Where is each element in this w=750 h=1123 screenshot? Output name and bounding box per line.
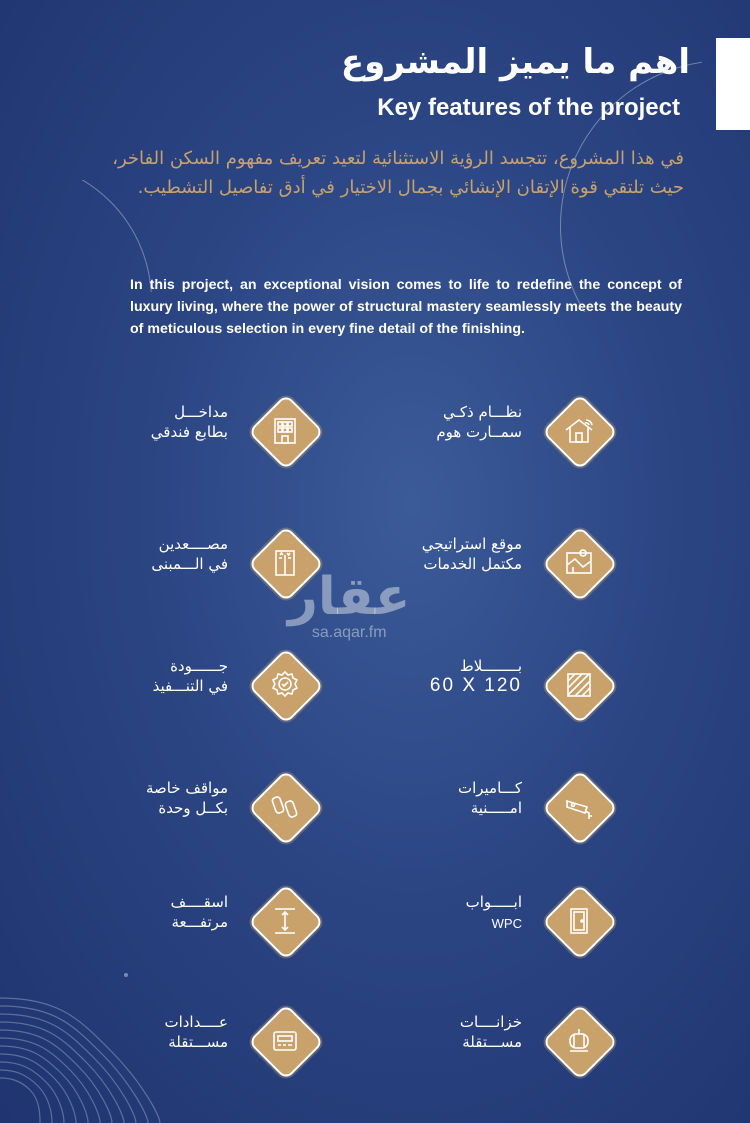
feature-text (171, 892, 228, 932)
tiles-icon (540, 646, 618, 724)
feature-title: خزانــــات (459, 1013, 522, 1031)
feature-subtitle: WPC (491, 916, 522, 931)
feature-subtitle: مكتمل الخدمات (423, 555, 522, 573)
smart-home-icon (540, 392, 618, 470)
watermark (288, 567, 411, 642)
feature-subtitle: بطابع فندقي (150, 423, 228, 441)
feature-subtitle: امـــــنية (470, 799, 522, 817)
feature-subtitle: بكــل وحدة (158, 799, 228, 817)
water-tank-icon (540, 1002, 618, 1080)
decorative-dot (124, 973, 128, 977)
feature-title: كـــاميرات (457, 779, 522, 797)
feature-title: مصــــعدين (158, 535, 228, 553)
feature-subtitle: سمــارت هوم (436, 423, 522, 441)
feature-subtitle: مســـتقلة (462, 1033, 522, 1051)
feature-elevators (64, 524, 324, 602)
map-location-icon (540, 524, 618, 602)
watermark-url: sa.aqar.fm (311, 624, 387, 641)
high-ceiling-icon (246, 882, 324, 960)
feature-text (436, 402, 522, 442)
door-icon (540, 882, 618, 960)
feature-tiles (358, 646, 618, 724)
feature-smart-home (358, 392, 618, 470)
feature-text (460, 1012, 522, 1052)
feature-title: موقع استراتيجي (421, 535, 522, 553)
page-title-arabic: اهم ما يميز المشروع (340, 42, 690, 82)
feature-subtitle: في التنـــفيذ (152, 677, 228, 695)
feature-security-cameras (358, 768, 618, 846)
security-camera-icon (540, 768, 618, 846)
feature-hotel-entrances (64, 392, 324, 470)
feature-independent-tanks (358, 1002, 618, 1080)
feature-text (151, 534, 228, 574)
feature-title: جــــــودة (170, 657, 228, 675)
watermark-logo: عقار (288, 567, 411, 627)
quality-badge-icon (246, 646, 324, 724)
feature-text (458, 778, 522, 818)
feature-private-parking (64, 768, 324, 846)
page-title-english: Key features of the project (377, 94, 680, 121)
feature-quality (64, 646, 324, 724)
intro-text-arabic: في هذا المشروع، تتجسد الرؤية الاستثنائية لتعيد تعريف مفهوم السكن الفاخر، حيث تلتقي قوة الإتقان الإنشائي بجمال الاختيار في أدق تفاصيل التشطيب. (112, 148, 684, 198)
feature-title: مواقف خاصة (145, 779, 228, 797)
feature-subtitle: مســـتقلة (168, 1033, 228, 1051)
feature-text (153, 656, 228, 696)
intro-text-english: In this project, an exceptional vision comes to life to redefine the concept of luxury living, where the power of structural mastery seamlessly meets the beauty of meticulous selection in every fine detail of the finishing. (130, 277, 682, 337)
feature-title: اسقــــف (170, 893, 228, 911)
decorative-wave-lines (0, 990, 270, 1123)
hotel-building-icon (246, 392, 324, 470)
feature-title: مداخـــل (174, 403, 228, 421)
feature-text (151, 402, 228, 442)
feature-text (466, 892, 522, 934)
feature-high-ceilings (64, 882, 324, 960)
feature-title: بــــــــلاط (459, 657, 522, 675)
feature-wpc-doors (358, 882, 618, 960)
feature-title: ابـــــواب (465, 893, 522, 911)
feature-text (146, 778, 228, 818)
feature-subtitle: 60 X 120 (429, 675, 522, 696)
feature-title: نظـــام ذكـي (442, 403, 522, 421)
feature-text (430, 656, 522, 696)
corner-white-tab (716, 38, 750, 130)
parking-cars-icon (246, 768, 324, 846)
feature-subtitle: في الـــمبنى (151, 555, 228, 573)
feature-text (422, 534, 522, 574)
feature-subtitle: مرتفـــعة (171, 913, 228, 931)
feature-title: عــــدادات (164, 1013, 228, 1031)
